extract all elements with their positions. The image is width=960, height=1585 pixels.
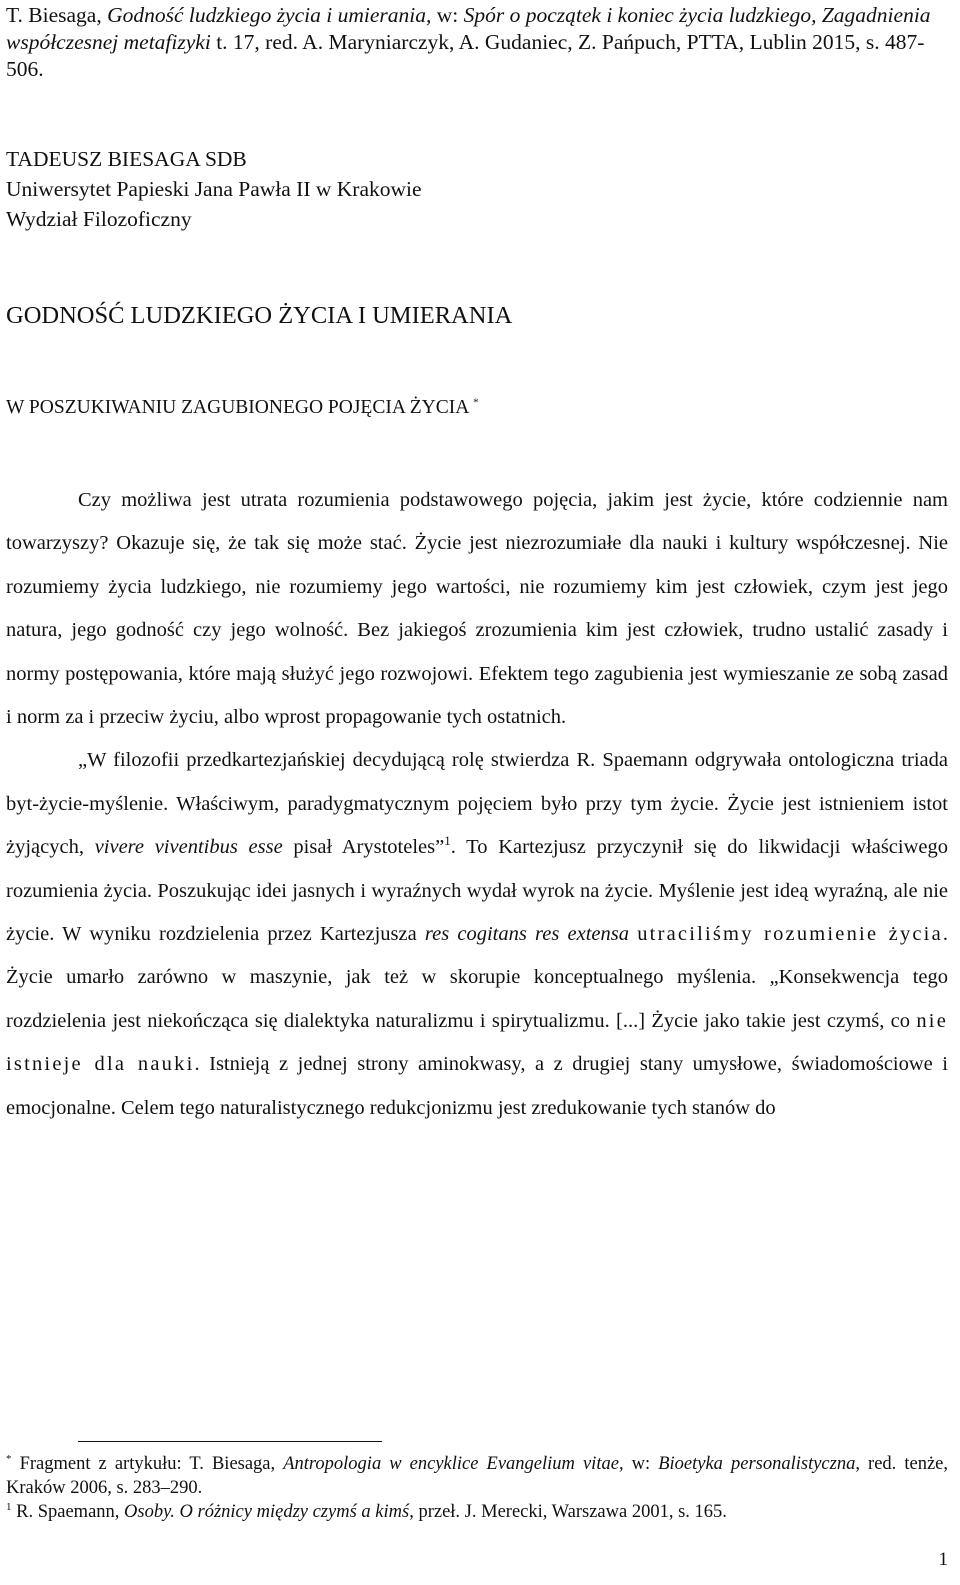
- citation-author: T. Biesaga,: [6, 3, 108, 27]
- footnote-star-title: Antropologia w encyklice Evangelium vitae: [283, 1454, 619, 1474]
- p2-space: [629, 923, 637, 945]
- paper-subtitle: [6, 395, 479, 421]
- footnotes: [6, 1452, 948, 1524]
- body-text: [6, 479, 948, 1130]
- p2-text-4: . Życie umarło zarówno w maszynie, jak też w skorupie konceptualnego myślenia. „Konsekwencja tego rozdzielenia jest niekończąca się dialektyka naturalizmu i spirytualizmu. [...] Życie jako takie jest czymś, co: [6, 923, 949, 1032]
- footnote-separator: [78, 1441, 382, 1442]
- footnote-1-title: Osoby. O różnicy między czymś a kimś: [124, 1502, 410, 1522]
- document-page: [6, 0, 952, 1585]
- footnote-1: [6, 1500, 948, 1524]
- citation-book-title: Spór o początek i koniec życia ludzkiego, Zagadnienia współczesnej metafizyki: [6, 3, 931, 54]
- footnote-star-book: Bioetyka personalistyczna: [658, 1454, 856, 1474]
- footnote-ref-1: 1: [444, 833, 451, 849]
- p2-latin-phrase: vivere viventibus esse: [94, 836, 283, 859]
- footnote-star: [6, 1452, 948, 1500]
- p2-text-5: . Istnieją z jednej strony aminokwasy, a z drugiej stany umysłowe, świadomościowe i emocjonalne. Celem tego naturalistycznego redukcjonizmu jest zredukowanie tych stanów do: [6, 1053, 948, 1119]
- citation-in: w:: [431, 3, 464, 27]
- footnote-1-text-1: R. Spaemann,: [11, 1502, 125, 1522]
- paragraph-1: Czy możliwa jest utrata rozumienia podstawowego pojęcia, jakim jest życie, które codziennie nam towarzyszy? Okazuje się, że tak się może stać. Życie jest niezrozumiałe dla nauki i kultury współczesnej. Nie rozumiemy życia ludzkiego, nie rozumiemy jego wartości, nie rozumiemy kim jest człowiek, czym jest jego natura, jego godność czy jego wolność. Bez jakiegoś zrozumienia kim jest człowiek, trudno ustalić zasady i normy postępowania, które mają służyć jego rozwojowi. Efektem tego zagubienia jest wymieszanie ze sobą zasad i norm za i przeciw życiu, albo wprost propagowanie tych ostatnich.: [6, 489, 948, 729]
- footnote-star-text-2: , w:: [618, 1454, 659, 1474]
- p2-text-1: „W filozofii przedkartezjańskiej decydującą rolę stwierdza R. Spaemann odgrywała ontologiczna triada byt-życie-myślenie. Właściwym, paradygmatycznym pojęciem było przy tym życie. Życie jest istnieniem istot żyjących,: [6, 749, 948, 859]
- p2-spaced-emphasis-1: utraciliśmy rozumienie życia: [637, 923, 943, 946]
- footnote-1-mark: 1: [6, 1500, 12, 1513]
- footnote-1-text-2: , przeł. J. Merecki, Warszawa 2001, s. 165.: [409, 1502, 727, 1522]
- p2-spaced-emphasis-2: nie istnieje dla nauki: [6, 1009, 948, 1076]
- footnote-star-text-3: , red. tenże, Kraków 2006, s. 283–290.: [6, 1454, 948, 1498]
- footnote-star-text-1: Fragment z artykułu: T. Biesaga,: [11, 1454, 284, 1474]
- author-block: [6, 144, 422, 234]
- citation-article-title: Godność ludzkiego życia i umierania,: [107, 3, 432, 27]
- author-name: TADEUSZ BIESAGA SDB: [6, 147, 247, 171]
- bibliographic-citation: [6, 2, 952, 83]
- p2-text-2: pisał Arystoteles”: [282, 836, 445, 859]
- author-faculty: Wydział Filozoficzny: [6, 207, 192, 231]
- subtitle-footnote-mark: *: [473, 396, 479, 409]
- paper-title: GODNOŚĆ LUDZKIEGO ŻYCIA I UMIERANIA: [6, 302, 513, 329]
- p2-text-3: . To Kartezjusz przyczynił się do likwidacji właściwego rozumienia życia. Poszukując idei jasnych i wyraźnych wydał wyrok na życie. Myślenie jest ideą wyraźną, ale nie życie. W wyniku rozdzielenia przez Kartezjusza: [6, 836, 948, 946]
- author-affiliation: Uniwersytet Papieski Jana Pawła II w Krakowie: [6, 177, 422, 201]
- subtitle-text: W POSZUKIWANIU ZAGUBIONEGO POJĘCIA ŻYCIA: [6, 397, 469, 418]
- paragraph-2: [6, 739, 948, 1130]
- p2-latin-res: res cogitans res extensa: [424, 923, 630, 946]
- page-number: 1: [938, 1549, 948, 1570]
- footnote-star-mark: *: [6, 1452, 12, 1465]
- citation-rest: t. 17, red. A. Maryniarczyk, A. Gudaniec, Z. Pańpuch, PTTA, Lublin 2015, s. 487-506.: [6, 30, 925, 81]
